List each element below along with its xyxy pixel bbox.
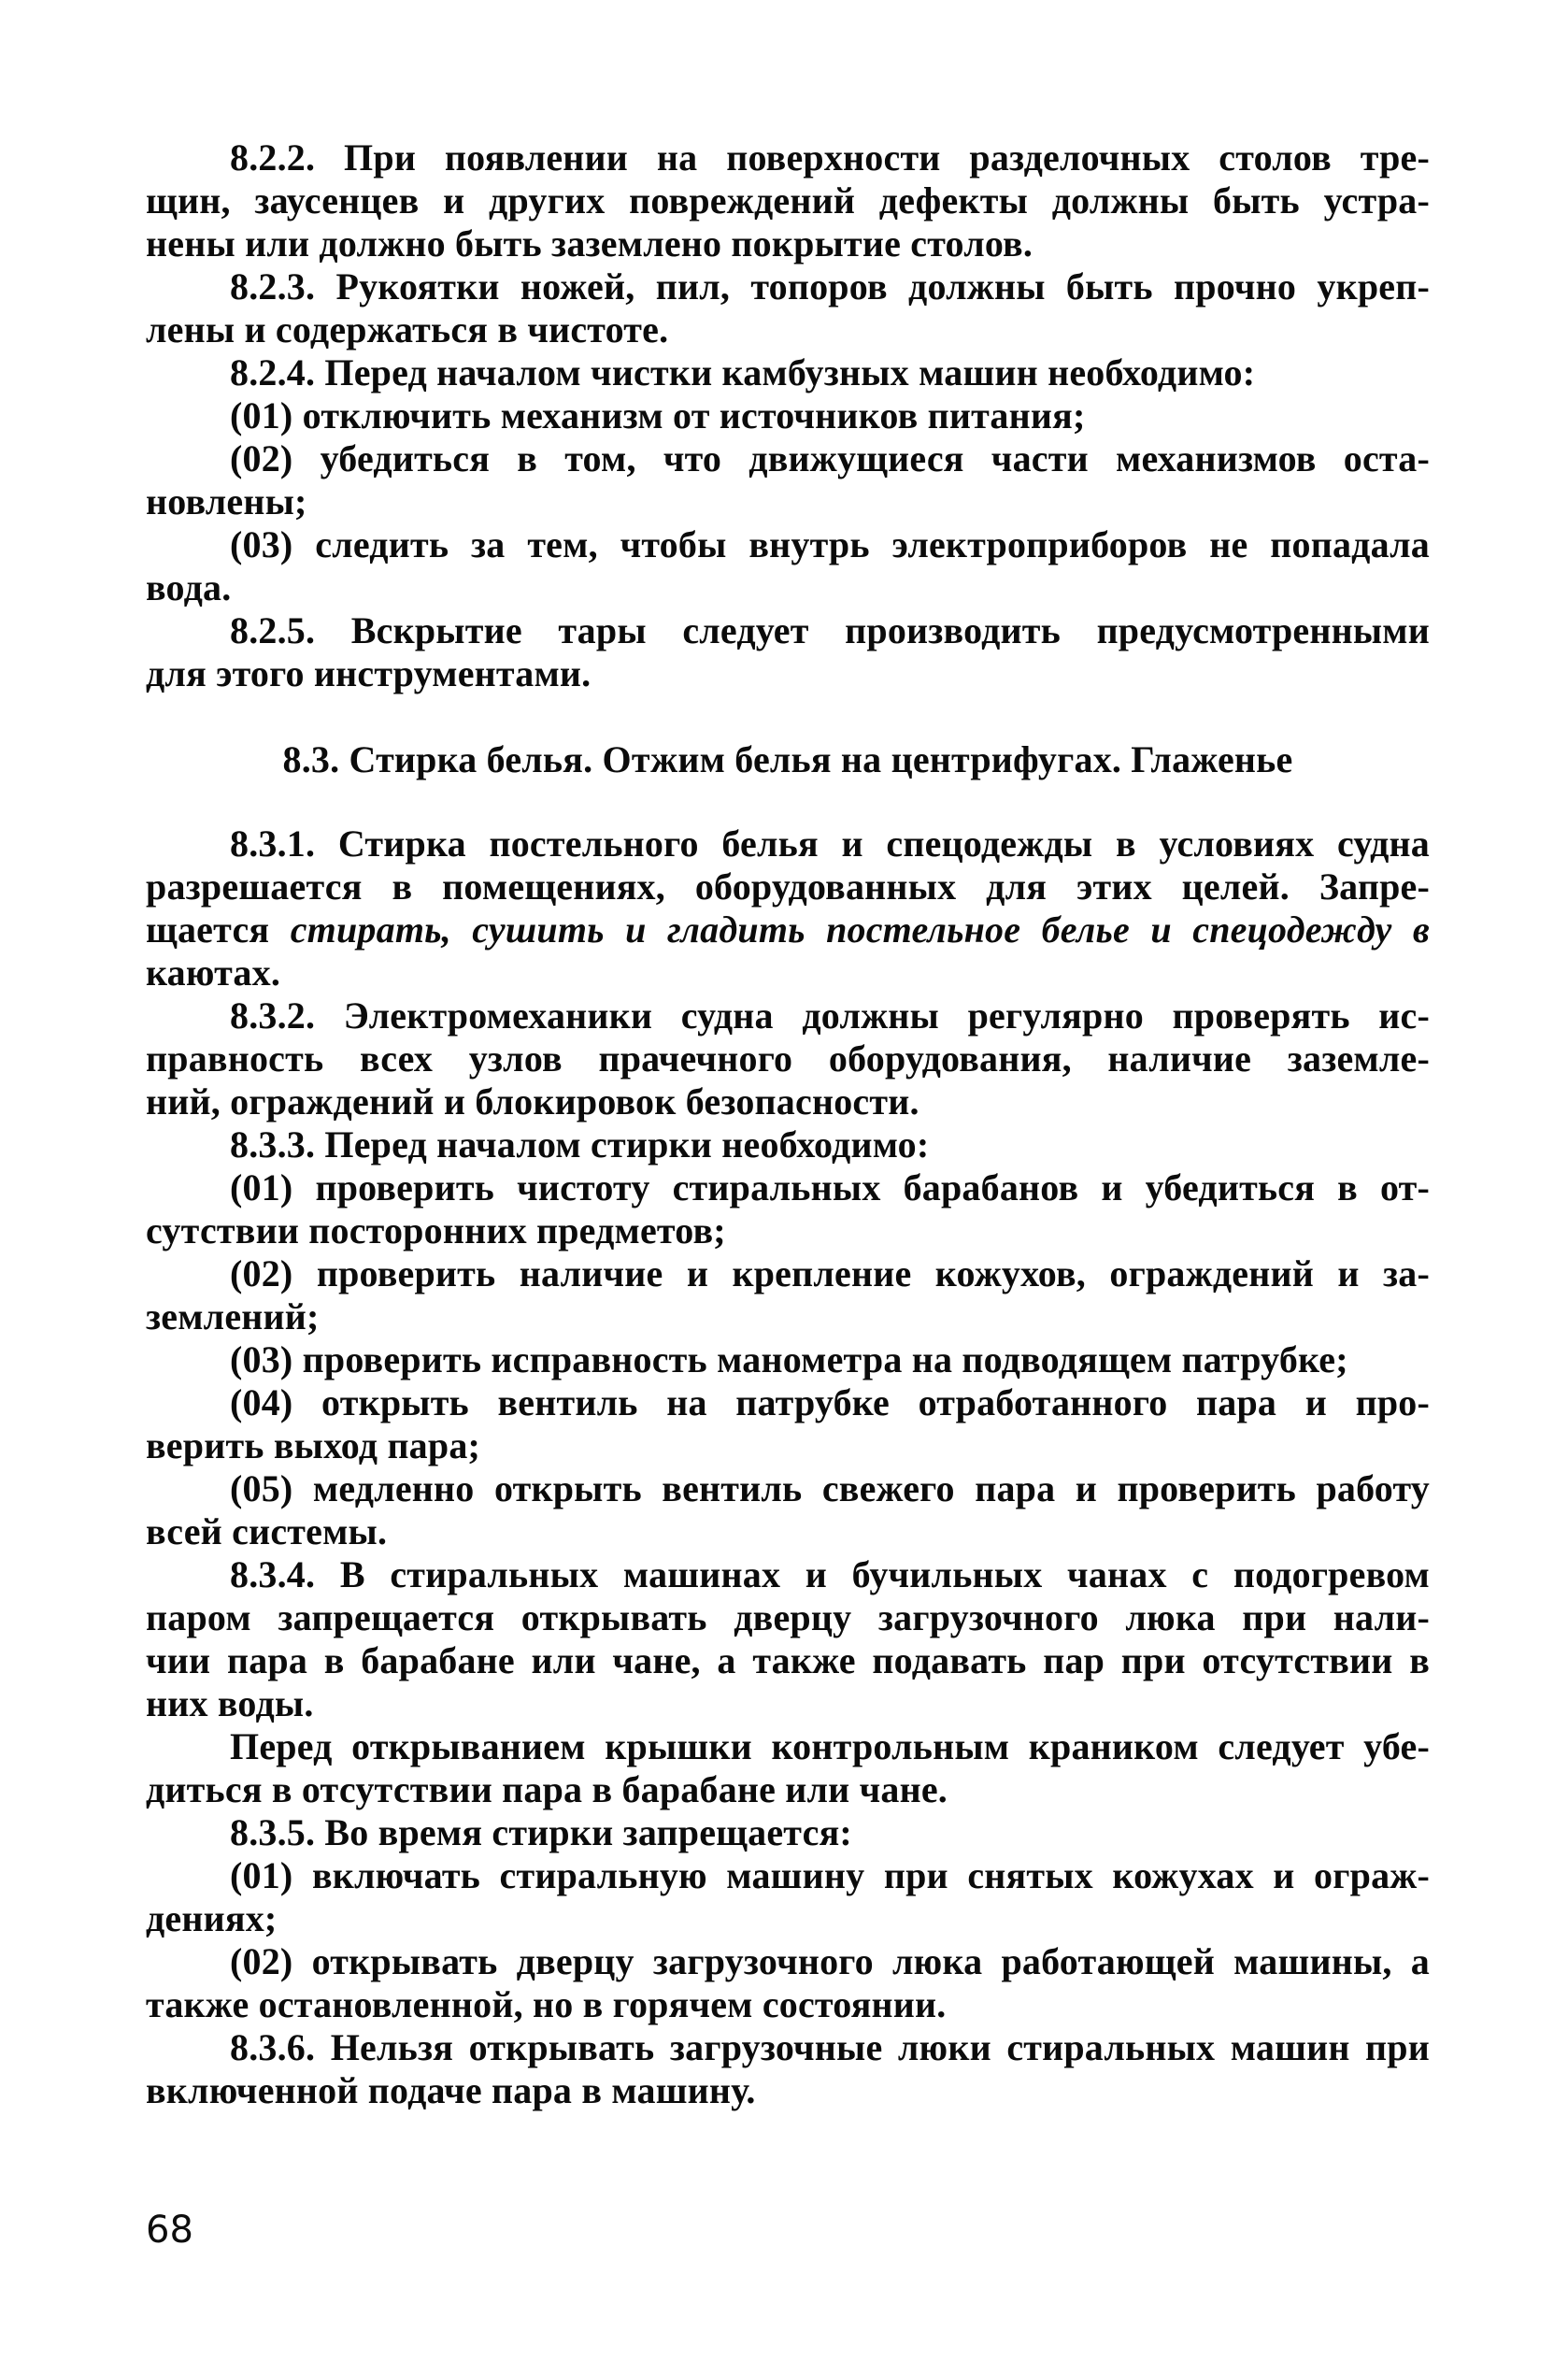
text-line [146, 1424, 1430, 1467]
text-line [146, 1037, 1430, 1080]
text-line [146, 1510, 1430, 1553]
text-line [146, 908, 1430, 951]
text-segment: для этого инструментами. [146, 652, 592, 694]
paragraph [146, 394, 1430, 437]
text-line [146, 523, 1430, 566]
text-line [146, 1252, 1430, 1295]
paragraph [146, 1811, 1430, 1854]
text-segment: 8.3.5. Во время стирки запрещается: [230, 1811, 852, 1853]
emphasized-text: стирать, сушить и гладить постельное белье и спецодежду в [290, 908, 1430, 951]
text-segment: диться в отсутствии пара в барабане или чане. [146, 1768, 948, 1810]
text-segment: новлены; [146, 480, 307, 522]
text-segment: 8.3.3. Перед началом стирки необходимо: [230, 1123, 930, 1166]
paragraph [146, 1252, 1430, 1338]
text-line [146, 1682, 1430, 1725]
text-segment: ний, ограждений и блокировок безопасности. [146, 1080, 919, 1123]
text-segment: (05) медленно открыть вентиль свежего пара и проверить работу [230, 1467, 1430, 1509]
text-line [146, 1897, 1430, 1940]
text-line [146, 179, 1430, 222]
text-segment: них воды. [146, 1682, 314, 1724]
text-segment: 8.2.3. Рукоятки ножей, пил, топоров должны быть прочно укреп- [230, 265, 1430, 307]
text-segment: (03) следить за тем, чтобы внутрь электроприборов не попадала [230, 523, 1430, 565]
text-line [146, 1166, 1430, 1209]
paragraph [146, 1381, 1430, 1467]
text-line [146, 865, 1430, 908]
text-line [146, 1209, 1430, 1252]
text-segment: лены и содержаться в чистоте. [146, 308, 669, 350]
text-line [146, 1295, 1430, 1338]
text-segment: 8.2.2. При появлении на поверхности разделочных столов тре- [230, 136, 1430, 179]
paragraph [146, 351, 1430, 394]
text-segment: (02) проверить наличие и крепление кожухов, ограждений и за- [230, 1252, 1430, 1294]
text-line [146, 1940, 1430, 1983]
text-line [146, 1854, 1430, 1897]
text-line [146, 1983, 1430, 2026]
text-segment: (01) включать стиральную машину при снятых кожухах и ограж- [230, 1854, 1430, 1896]
text-segment: 8.3. Стирка белья. Отжим белья на центрифугах. Глаженье [282, 738, 1293, 780]
text-segment: 8.3.1. Стирка постельного белья и спецодежды в условиях судна [230, 822, 1430, 865]
text-line [146, 2026, 1430, 2069]
text-segment: правность всех узлов прачечного оборудования, наличие заземле- [146, 1037, 1430, 1080]
text-line [146, 1381, 1430, 1424]
text-segment: также остановленной, но в горячем состоянии. [146, 1983, 947, 2025]
text-segment: 8.3.4. В стиральных машинах и бучильных чанах с подогревом [230, 1553, 1430, 1595]
text-line [146, 136, 1430, 179]
text-line [146, 1338, 1430, 1381]
text-segment: (03) проверить исправность манометра на подводящем патрубке; [230, 1338, 1348, 1380]
text-line [146, 566, 1430, 609]
text-line [146, 1768, 1430, 1811]
text-segment: дениях; [146, 1897, 278, 1939]
text-line [146, 1467, 1430, 1510]
text-segment: 8.2.4. Перед началом чистки камбузных машин необходимо: [230, 351, 1256, 393]
paragraph [146, 523, 1430, 609]
text-line [146, 1553, 1430, 1596]
text-segment: (01) отключить механизм от источников питания; [230, 394, 1086, 436]
section-heading [146, 738, 1430, 781]
text-segment: верить выход пара; [146, 1424, 481, 1466]
text-line [146, 480, 1430, 523]
text-segment: вода. [146, 566, 232, 608]
text-segment: Перед открыванием крышки контрольным краником следует убе- [230, 1725, 1430, 1767]
text-line [146, 994, 1430, 1037]
text-line [146, 351, 1430, 394]
page-footer [146, 2209, 193, 2252]
paragraph [146, 1467, 1430, 1553]
text-line [146, 437, 1430, 480]
text-segment: (02) открывать дверцу загрузочного люка работающей машины, а [230, 1940, 1430, 1982]
text-line [146, 394, 1430, 437]
paragraph [146, 994, 1430, 1123]
text-line [146, 265, 1430, 308]
text-segment: разрешается в помещениях, оборудованных для этих целей. Запре- [146, 865, 1430, 908]
text-segment: (02) убедиться в том, что движущиеся части механизмов оста- [230, 437, 1430, 479]
text-segment: чии пара в барабане или чане, а также подавать пар при отсутствии в [146, 1639, 1430, 1681]
text-line [146, 951, 1430, 994]
paragraph [146, 437, 1430, 523]
text-segment: сутствии посторонних предметов; [146, 1209, 726, 1251]
paragraph [146, 1725, 1430, 1811]
paragraph [146, 1553, 1430, 1725]
paragraph [146, 1338, 1430, 1381]
text-segment: нены или должно быть заземлено покрытие столов. [146, 222, 1033, 265]
text-line [146, 1123, 1430, 1166]
text-line [146, 1725, 1430, 1768]
paragraph [146, 609, 1430, 695]
text-segment: землений; [146, 1295, 320, 1337]
paragraph [146, 1940, 1430, 2026]
text-segment: включенной подаче пара в машину. [146, 2069, 756, 2111]
text-segment: щин, заусенцев и других повреждений дефекты должны быть устра- [146, 179, 1430, 222]
text-line [146, 1080, 1430, 1123]
text-segment: паром запрещается открывать дверцу загрузочного люка при нали- [146, 1596, 1430, 1638]
paragraph [146, 265, 1430, 351]
text-line [146, 652, 1430, 695]
text-segment: 8.2.5. Вскрытие тары следует производить предусмотренными [230, 609, 1430, 651]
text-line [146, 822, 1430, 865]
text-line [146, 1596, 1430, 1639]
paragraph [146, 822, 1430, 994]
document-text-block [146, 136, 1430, 2112]
text-line [146, 308, 1430, 351]
text-line [146, 738, 1430, 781]
text-line [146, 1811, 1430, 1854]
text-segment: (01) проверить чистоту стиральных барабанов и убедиться в от- [230, 1166, 1430, 1208]
paragraph [146, 136, 1430, 265]
text-segment: всей системы. [146, 1510, 388, 1552]
text-segment: (04) открыть вентиль на патрубке отработанного пара и про- [230, 1381, 1430, 1423]
page-number: 68 [146, 2209, 193, 2252]
text-segment: 8.3.2. Электромеханики судна должны регулярно проверять ис- [230, 994, 1430, 1037]
text-segment: щается [146, 908, 291, 951]
text-segment: каютах. [146, 951, 281, 994]
text-segment: 8.3.6. Нельзя открывать загрузочные люки стиральных машин при [230, 2026, 1430, 2068]
text-line [146, 1639, 1430, 1682]
paragraph [146, 1123, 1430, 1166]
text-line [146, 2069, 1430, 2112]
text-line [146, 222, 1430, 265]
text-line [146, 609, 1430, 652]
paragraph [146, 2026, 1430, 2112]
paragraph [146, 1854, 1430, 1940]
paragraph [146, 1166, 1430, 1252]
